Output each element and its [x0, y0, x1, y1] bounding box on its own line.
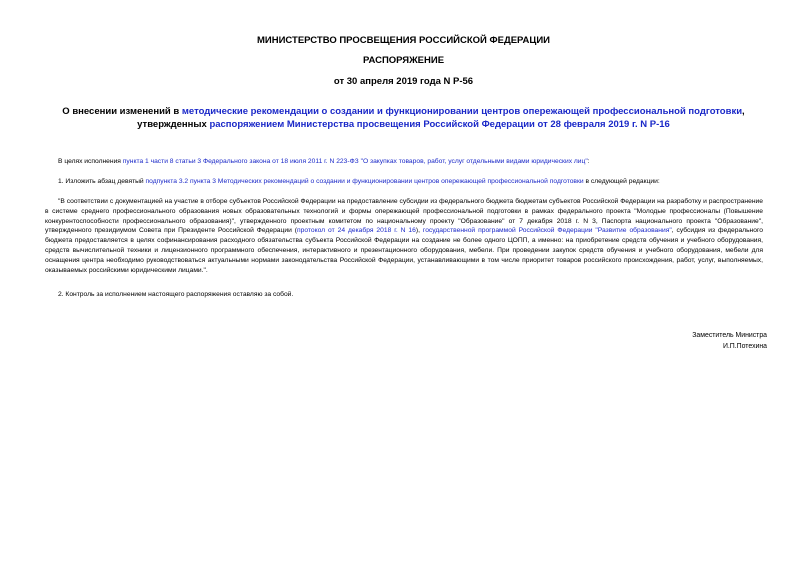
link-federal-law-223[interactable]: пункта 1 части 8 статьи 3 Федерального закона от 18 июля 2011 г. N 223-ФЗ "О закупках товаров, работ, услуг отдельными видами юридических лиц": [122, 158, 588, 165]
paragraph-preamble: [45, 157, 763, 167]
item-1-suffix: в следующей редакции:: [583, 178, 660, 185]
document-title: [48, 105, 759, 131]
document-date-number: от 30 апреля 2019 года N Р-56: [333, 76, 474, 87]
item-2-text: 2. Контроль за исполнением настоящего распоряжения оставляю за собой.: [58, 291, 294, 298]
paragraph-new-wording: [45, 197, 763, 275]
signatory-name: И.П.Потехина: [722, 342, 767, 350]
preamble-suffix: :: [587, 158, 590, 165]
paragraph-item-1: [45, 177, 763, 187]
item-1-prefix: 1. Изложить абзац девятый: [58, 178, 146, 185]
new-wording-part-2: ),: [415, 227, 423, 235]
paragraph-item-2: [45, 290, 763, 300]
title-prefix: О внесении изменений в: [62, 106, 182, 117]
title-middle: , утвержденных: [137, 106, 745, 130]
signatory-position: Заместитель Министра: [692, 332, 767, 339]
link-protocol-16[interactable]: протокол от 24 декабря 2018 г. N 16: [296, 227, 416, 235]
new-wording-part-3: , субсидия из федерального бюджета предоставляется в целях софинансирования расходного обязательства субъекта Российской Федерации на создание не более одного ЦОПП, а именно: на приобретение средств обучения и учебного оборудования, средств вычислительной техники и лицензионного программного обеспечения, интерактивного и презентационного оборудования, мебели. При проведении закупок средств обучения и учебного оборудования, мебели для оснащения центра необходимо руководствоваться актуальными нормами законодательства Российской Федерации, устанавливающими в том числе приоритет товаров российского происхождения, работ, услуг, выполняемых, оказываемых российскими юридическими лицами.".: [45, 227, 763, 274]
signature-block: [692, 331, 767, 352]
title-link-ministry-order[interactable]: распоряжением Министерства просвещения Российской Федерации от 28 февраля 2019 г. N Р-16: [209, 119, 670, 130]
preamble-prefix: В целях исполнения: [58, 158, 123, 165]
ministry-heading: МИНИСТЕРСТВО ПРОСВЕЩЕНИЯ РОССИЙСКОЙ ФЕДЕРАЦИИ: [256, 35, 551, 46]
link-state-program-education[interactable]: государственной программой Российской Федерации "Развитие образования": [422, 227, 672, 235]
document-type-heading: РАСПОРЯЖЕНИЕ: [362, 55, 445, 66]
title-link-methodical-recommendations[interactable]: методические рекомендации о создании и функционировании центров опережающей профессиональной подготовки: [181, 106, 743, 117]
link-subparagraph-3-2[interactable]: подпункта 3.2 пункта 3 Методических рекомендаций о создании и функционировании центров опережающей профессиональной подготовки: [145, 178, 584, 185]
new-wording-part-1: "В соответствии с документацией на участие в отборе субъектов Российской Федерации на предоставление субсидии из федерального бюджета бюджетам субъектов Российской Федерации на разработку и распространение в системе среднего профессионального образования новых образовательных технологий и формы опережающей профессиональной подготовки в рамках федерального проекта "Молодые профессионалы (Повышение конкурентоспособности профессионального образования)", утвержденного проектным комитетом по национальному проекту "Образование" от 7 декабря 2018 г. N 3, Паспорта национального проекта "Образование", утвержденного президиумом Совета при Президенте Российской Федерации (: [45, 198, 763, 235]
